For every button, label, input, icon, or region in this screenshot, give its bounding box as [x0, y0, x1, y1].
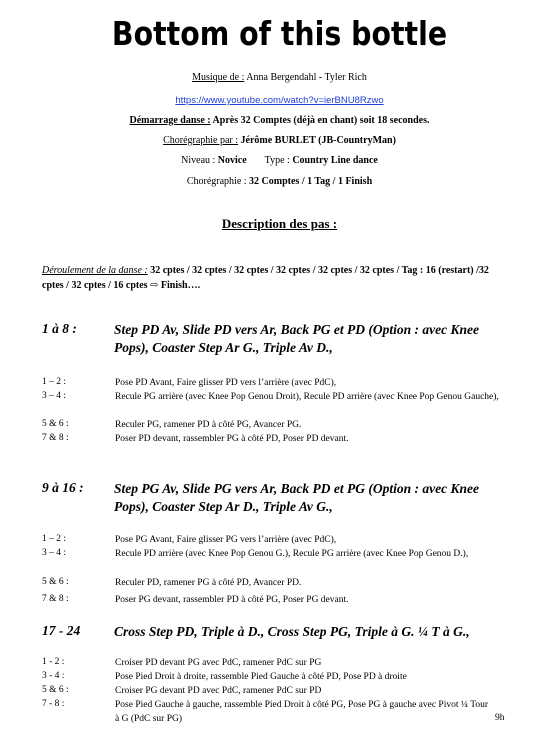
- step-count: 3 – 4 :: [42, 391, 67, 401]
- step-text: Reculer PG, ramener PD à côté PG, Avancer PG.: [115, 420, 302, 430]
- start-value: Après 32 Comptes (déjà en chant) soit 18 secondes.: [210, 115, 430, 126]
- step-text: Pose PG Avant, Faire glisser PG vers l’arrière (avec PdC),: [115, 535, 337, 545]
- sequence-label: Déroulement de la danse :: [42, 265, 148, 276]
- dance-title: Bottom of this bottle: [111, 14, 448, 53]
- sequence-text: 32 cptes / 32 cptes / 32 cptes / 32 cptes / 32 cptes / 32 cptes / Tag : 16 (restart) /32 cptes / 32 cptes / 16 cptes ⇨ Finish….: [42, 265, 489, 291]
- choreographer-label: Chorégraphie par :: [163, 135, 239, 146]
- step-text: Croiser PD devant PG avec PdC, ramener PdC sur PG: [115, 658, 322, 668]
- section-title: Step PD Av, Slide PD vers Ar, Back PG et PD (Option : avec Knee Pops), Coaster Step Ar G., Triple Av D.,: [114, 322, 479, 355]
- section-counts: 1 à 8 :: [42, 321, 77, 336]
- description-heading: Description des pas :: [221, 216, 338, 231]
- step-text: Poser PG devant, rassembler PD à côté PG, Poser PG devant.: [115, 595, 349, 605]
- level-label: Niveau :: [181, 155, 218, 166]
- step-count: 7 & 8 :: [42, 594, 69, 604]
- choreography-label: Chorégraphie :: [186, 176, 250, 187]
- video-link[interactable]: https://www.youtube.com/watch?v=ierBNU8Rzwo: [175, 95, 384, 106]
- choreographer-line: [0, 135, 559, 146]
- level-value: Novice: [217, 155, 247, 166]
- music-label: Musique de :: [192, 72, 245, 83]
- step-count: 1 - 2 :: [42, 657, 65, 667]
- step-text: Pose Pied Gauche à gauche, rassemble Pied Droit à côté PG, Pose PG à gauche avec Pivot ¼ Tour à G (PdC sur PG): [115, 700, 489, 724]
- choreography-value: 32 Comptes / 1 Tag / 1 Finish: [249, 176, 373, 187]
- music-value: Anna Bergendahl - Tyler Rich: [244, 72, 367, 83]
- step-text: Poser PD devant, rassembler PG à côté PD, Poser PD devant.: [115, 434, 349, 444]
- video-link-line: [0, 95, 559, 106]
- step-count: 3 - 4 :: [42, 671, 65, 681]
- type-label: Type :: [264, 155, 293, 166]
- section-title: Step PG Av, Slide PG vers Ar, Back PD et PG (Option : avec Knee Pops), Coaster Step Ar D., Triple Av G.,: [114, 481, 479, 514]
- section-title: Cross Step PD, Triple à D., Cross Step PG, Triple à G. ¼ T à G.,: [114, 624, 470, 639]
- choreography-line: [0, 176, 559, 187]
- step-text: Croiser PG devant PD avec PdC, ramener PdC sur PD: [115, 686, 322, 696]
- start-label: Démarrage danse :: [129, 115, 211, 126]
- step-count: 7 & 8 :: [42, 433, 69, 443]
- step-count: 1 – 2 :: [42, 534, 67, 544]
- dance-sequence: [42, 263, 512, 293]
- page-number: 9h: [495, 713, 505, 723]
- step-count: 1 – 2 :: [42, 377, 67, 387]
- step-count: 7 - 8 :: [42, 699, 65, 709]
- step-text: Reculer PD, ramener PG à côté PD, Avancer PD.: [115, 578, 302, 588]
- step-text: Pose PD Avant, Faire glisser PD vers l’arrière (avec PdC),: [115, 378, 337, 388]
- level-line: [0, 155, 559, 166]
- type-value: Country Line dance: [292, 155, 378, 166]
- section-counts: 17 - 24: [42, 623, 81, 638]
- step-count: 3 – 4 :: [42, 548, 67, 558]
- section-counts: 9 à 16 :: [42, 480, 84, 495]
- step-text: Recule PG arrière (avec Knee Pop Genou Droit), Recule PD arrière (avec Knee Pop Genou Gauche),: [115, 392, 499, 402]
- step-count: 5 & 6 :: [42, 685, 69, 695]
- step-text: Recule PD arrière (avec Knee Pop Genou G.), Recule PG arrière (avec Knee Pop Genou D.),: [115, 549, 469, 559]
- music-line: [0, 72, 559, 83]
- step-text: Pose Pied Droit à droite, rassemble Pied Gauche à côté PD, Pose PD à droite: [115, 672, 407, 682]
- step-count: 5 & 6 :: [42, 577, 69, 587]
- step-count: 5 & 6 :: [42, 419, 69, 429]
- choreographer-value: Jérôme BURLET (JB-CountryMan): [238, 135, 396, 146]
- start-line: [0, 115, 559, 126]
